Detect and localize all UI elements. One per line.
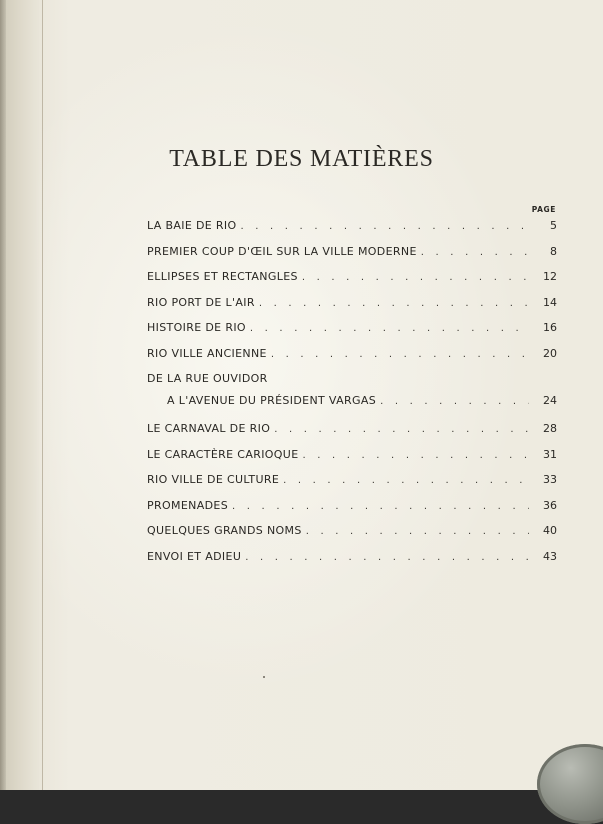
toc-entry [147, 524, 557, 550]
dot-leader [302, 272, 529, 283]
dot-leader [250, 323, 529, 334]
toc-entry-label: PROMENADES [147, 498, 229, 512]
toc-entry [147, 372, 557, 422]
toc-entry-label-line1: DE LA RUE OUVIDOR [147, 372, 268, 385]
page-title: TABLE DES MATIÈRES [169, 146, 434, 172]
toc-entry-page: 36 [543, 498, 557, 512]
toc-entry-second-line [147, 394, 557, 407]
dot-leader [232, 501, 529, 512]
dot-leader [271, 349, 529, 360]
toc-entry-label: ELLIPSES ET RECTANGLES [147, 270, 298, 283]
toc-entry [147, 473, 557, 499]
dot-leader [421, 247, 529, 258]
dot-leader [245, 552, 529, 563]
toc-entry-label: ENVOI ET ADIEU [147, 549, 242, 563]
toc-entry [147, 321, 557, 347]
toc-entry [147, 296, 557, 322]
toc-entry-label: HISTOIRE DE RIO [147, 321, 246, 334]
toc-entry-label: LE CARNAVAL DE RIO [147, 422, 271, 435]
toc-entry [147, 499, 557, 525]
toc-entry-page: 31 [543, 447, 557, 461]
toc-entry-page: 20 [543, 346, 557, 360]
toc-entry-page: 40 [543, 524, 557, 537]
toc-entry-label: PREMIER COUP D'ŒIL SUR LA VILLE MODERNE [147, 244, 417, 258]
toc-entry-page: 16 [543, 321, 557, 334]
dot-leader [241, 221, 529, 232]
ink-speck [263, 676, 265, 678]
toc-entry-label: LE CARACTÈRE CARIOQUE [147, 447, 299, 461]
dot-leader [259, 298, 529, 309]
toc-entry-page: 28 [543, 422, 557, 435]
toc-entry-label: QUELQUES GRANDS NOMS [147, 524, 302, 537]
toc-entry-page: 12 [543, 270, 557, 283]
toc-entry-page: 43 [543, 549, 557, 563]
spine-edge [0, 0, 6, 790]
dot-leader [274, 424, 529, 435]
toc-entry [147, 422, 557, 448]
book-gutter [0, 0, 43, 790]
toc-entry [147, 347, 557, 373]
toc-entry-page: 8 [550, 244, 557, 258]
page-column-header: PAGE [531, 205, 556, 214]
toc-entry-page: 14 [543, 295, 557, 309]
table-of-contents [147, 205, 557, 575]
toc-entry-label: RIO VILLE ANCIENNE [147, 346, 267, 360]
toc-entry-label: LA BAIE DE RIO [147, 219, 237, 232]
toc-entry [147, 270, 557, 296]
dot-leader [380, 396, 529, 407]
toc-entry-label: RIO VILLE DE CULTURE [147, 473, 280, 486]
dot-leader [306, 526, 529, 537]
toc-entry [147, 219, 557, 245]
toc-entry-label-line2: A L'AVENUE DU PRÉSIDENT VARGAS [167, 394, 377, 407]
toc-entry [147, 245, 557, 271]
dot-leader [303, 450, 529, 461]
toc-entry-page: 24 [543, 394, 557, 407]
dot-leader [283, 475, 529, 486]
corner-object [537, 744, 603, 824]
toc-entry-page: 33 [543, 473, 557, 486]
toc-entry-page: 5 [550, 219, 557, 232]
toc-entry [147, 448, 557, 474]
toc-entry [147, 550, 557, 576]
toc-entry-label: RIO PORT DE L'AIR [147, 295, 255, 309]
